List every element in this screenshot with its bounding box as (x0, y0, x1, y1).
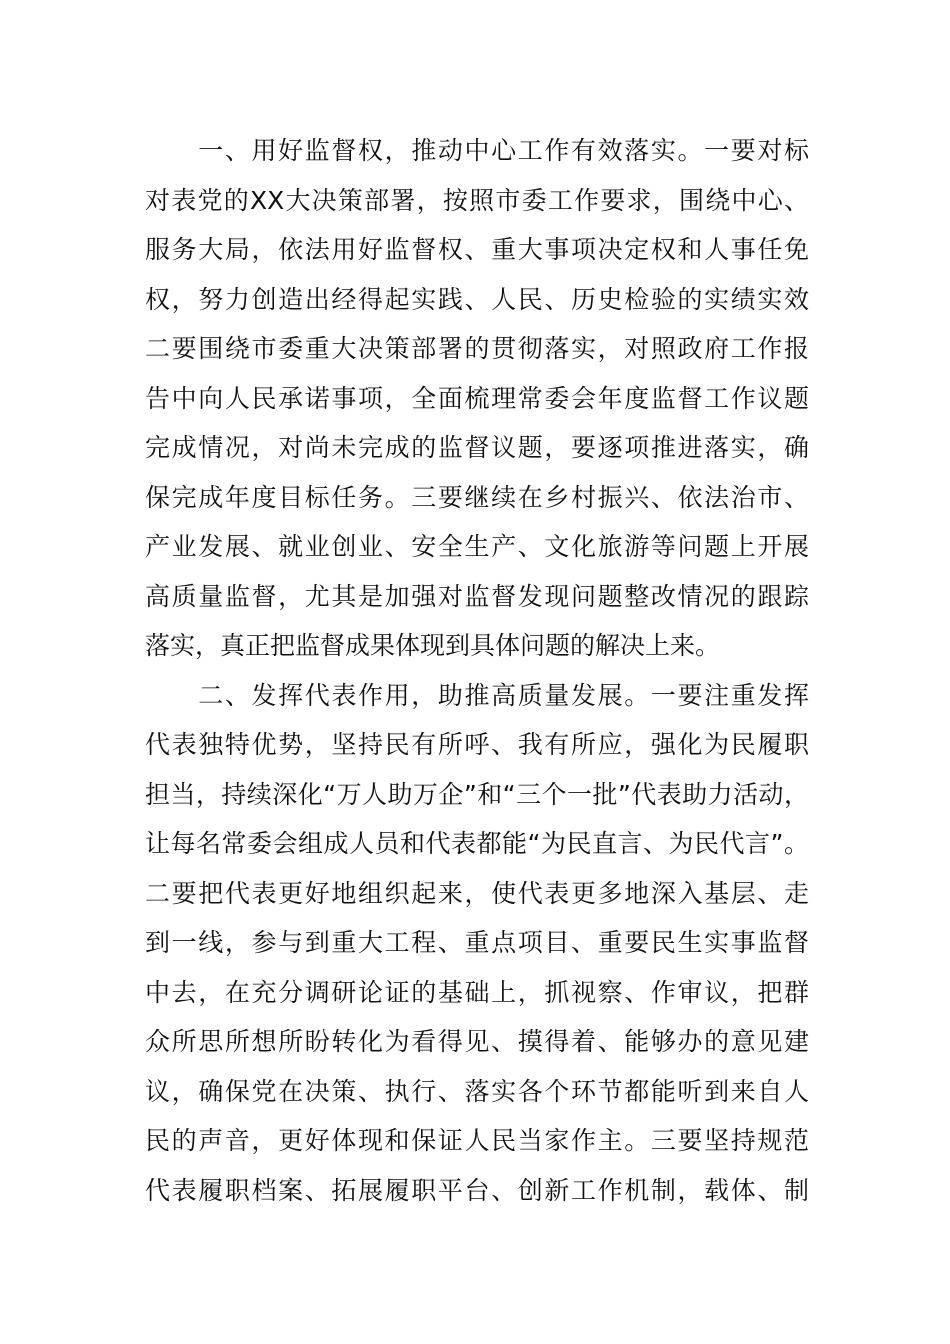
text-line: 民的声音，更好体现和保证人民当家作主。三要坚持规范 (145, 1126, 809, 1155)
text-line: 告中向人民承诺事项，全面梳理常委会年度监督工作议题 (145, 383, 809, 413)
text-line: 二要把代表更好地组织起来，使代表更多地深入基层、走 (145, 878, 809, 908)
text-line: 一、用好监督权，推动中心工作有效落实。一要对标 (145, 136, 809, 165)
text-line: 众所思所想所盼转化为看得见、摸得着、能够办的意见建 (145, 1027, 809, 1056)
text-line: 代表履职档案、拓展履职平台、创新工作机制，载体、制 (145, 1175, 809, 1205)
text-line: 服务大局，依法用好监督权、重大事项决定权和人事任免 (145, 235, 809, 264)
text-line: 保完成年度目标任务。三要继续在乡村振兴、依法治市、 (145, 482, 809, 512)
text-line: 落实，真正把监督成果体现到具体问题的解决上来。 (145, 631, 721, 660)
text-line: 到一线，参与到重大工程、重点项目、重要民生实事监督 (145, 928, 809, 957)
paragraph-1 (145, 126, 809, 671)
text-line: 担当，持续深化“万人助万企”和“三个一批”代表助力活动， (145, 779, 809, 809)
body-text (145, 126, 809, 1215)
text-line: 二要围绕市委重大决策部署的贯彻落实，对照政府工作报 (145, 334, 809, 363)
text-line: 权，努力创造出经得起实践、人民、历史检验的实绩实效 (145, 284, 809, 314)
text-line: 中去，在充分调研论证的基础上，抓视察、作审议，把群 (145, 977, 809, 1007)
text-line: 让每名常委会组成人员和代表都能“为民直言、为民代言”。 (145, 829, 809, 858)
text-line: 产业发展、就业创业、安全生产、文化旅游等问题上开展 (145, 532, 809, 561)
paragraph-2 (145, 671, 809, 1216)
text-line: 高质量监督，尤其是加强对监督发现问题整改情况的跟踪 (145, 581, 809, 611)
text-line: 对表党的XX大决策部署，按照市委工作要求，围绕中心、 (145, 185, 809, 215)
text-line: 议，确保党在决策、执行、落实各个环节都能听到来自人 (145, 1076, 809, 1106)
text-line: 代表独特优势，坚持民有所呼、我有所应，强化为民履职 (145, 730, 809, 759)
text-line: 二、发挥代表作用，助推高质量发展。一要注重发挥 (145, 680, 809, 710)
text-line: 完成情况，对尚未完成的监督议题，要逐项推进落实，确 (145, 433, 809, 462)
